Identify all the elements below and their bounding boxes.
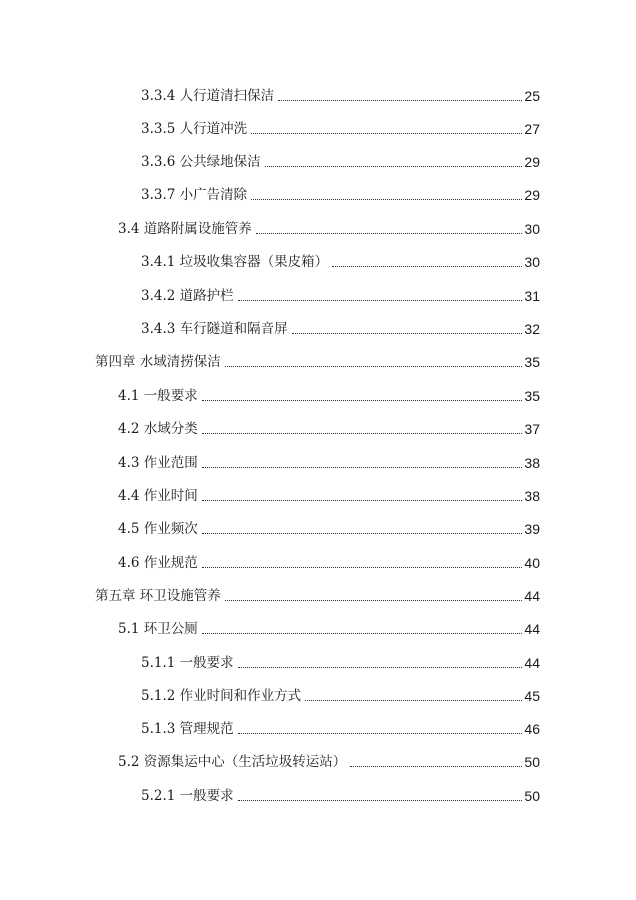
toc-entry-title: 5.1.3 管理规范 xyxy=(141,721,234,737)
toc-leader-dots xyxy=(256,233,523,234)
toc-leader-dots xyxy=(202,567,523,568)
toc-entry-title: 4.1 一般要求 xyxy=(118,388,198,404)
toc-leader-dots xyxy=(202,533,523,534)
toc-entry-page: 35 xyxy=(524,354,540,370)
toc-leader-dots xyxy=(251,133,522,134)
toc-leader-dots xyxy=(332,266,522,267)
toc-entry-title: 3.3.4 人行道清扫保洁 xyxy=(141,88,275,104)
toc-entry-page: 27 xyxy=(524,121,540,137)
toc-entry-title: 5.2 资源集运中心（生活垃圾转运站） xyxy=(118,754,347,770)
toc-entry-page: 30 xyxy=(524,221,540,237)
toc-entry-title: 4.4 作业时间 xyxy=(118,488,198,504)
toc-entry-title: 3.4.2 道路护栏 xyxy=(141,288,234,304)
toc-leader-dots xyxy=(350,766,522,767)
toc-entry-title: 3.4.3 车行隧道和隔音屏 xyxy=(141,321,288,337)
toc-entry-page: 29 xyxy=(524,187,540,203)
toc-entry-page: 35 xyxy=(524,388,540,404)
toc-entry xyxy=(95,349,540,371)
toc-leader-dots xyxy=(202,467,523,468)
toc-entry xyxy=(118,483,540,505)
toc-entry-title: 4.5 作业频次 xyxy=(118,521,198,537)
toc-entry-title: 第四章 水域清捞保洁 xyxy=(95,354,221,370)
toc-leader-dots xyxy=(238,733,523,734)
toc-entry-page: 32 xyxy=(524,321,540,337)
toc-entry-page: 25 xyxy=(524,88,540,104)
toc-entry-title: 5.2.1 一般要求 xyxy=(141,788,234,804)
toc-entry-page: 40 xyxy=(524,555,540,571)
toc-entry xyxy=(118,383,540,405)
toc-entry xyxy=(141,650,540,672)
toc-leader-dots xyxy=(202,400,523,401)
toc-entry-title: 3.3.5 人行道冲洗 xyxy=(141,121,248,137)
toc-entry-page: 50 xyxy=(524,754,540,770)
toc-entry-page: 29 xyxy=(524,154,540,170)
toc-leader-dots xyxy=(225,366,523,367)
toc-entry-title: 4.3 作业范围 xyxy=(118,455,198,471)
toc-entry xyxy=(118,516,540,538)
toc-leader-dots xyxy=(225,600,523,601)
toc-entry xyxy=(141,783,540,805)
toc-entry xyxy=(141,316,540,338)
toc-entry-title: 3.4 道路附属设施管养 xyxy=(118,221,252,237)
toc-entry xyxy=(141,249,540,271)
toc-entry xyxy=(118,450,540,472)
toc-entry-title: 3.3.7 小广告清除 xyxy=(141,187,248,203)
toc-entry-page: 38 xyxy=(524,455,540,471)
toc-entry xyxy=(118,216,540,238)
toc-entry-title: 3.4.1 垃圾收集容器（果皮箱） xyxy=(141,254,329,270)
toc-entry xyxy=(118,416,540,438)
toc-entry-title: 第五章 环卫设施管养 xyxy=(95,588,221,604)
toc-leader-dots xyxy=(202,500,523,501)
toc-entry-page: 37 xyxy=(524,421,540,437)
toc-entry-page: 30 xyxy=(524,254,540,270)
toc-entry xyxy=(141,716,540,738)
toc-entry-title: 3.3.6 公共绿地保洁 xyxy=(141,154,261,170)
toc-entry xyxy=(141,683,540,705)
toc-leader-dots xyxy=(238,667,523,668)
toc-leader-dots xyxy=(202,633,523,634)
toc-entry xyxy=(141,149,540,171)
toc-leader-dots xyxy=(251,199,522,200)
toc-entry-page: 50 xyxy=(524,788,540,804)
toc-entry-page: 45 xyxy=(524,688,540,704)
toc-entry xyxy=(118,616,540,638)
toc-entry xyxy=(95,583,540,605)
toc-leader-dots xyxy=(292,333,523,334)
toc-entry-title: 5.1.2 作业时间和作业方式 xyxy=(141,688,302,704)
toc-leader-dots xyxy=(305,700,522,701)
toc-leader-dots xyxy=(238,300,523,301)
toc-entry-page: 38 xyxy=(524,488,540,504)
toc-entry-title: 5.1 环卫公厕 xyxy=(118,621,198,637)
toc-entry xyxy=(118,550,540,572)
toc-entry-page: 44 xyxy=(524,655,540,671)
toc-entry xyxy=(141,182,540,204)
toc-entry xyxy=(141,116,540,138)
toc-leader-dots xyxy=(238,800,523,801)
toc-entry-page: 31 xyxy=(524,288,540,304)
toc-entry-page: 46 xyxy=(524,721,540,737)
toc-leader-dots xyxy=(265,166,523,167)
toc-entry xyxy=(141,283,540,305)
toc-entry-page: 44 xyxy=(524,621,540,637)
toc-entry-title: 4.2 水域分类 xyxy=(118,421,198,437)
toc-leader-dots xyxy=(278,100,522,101)
toc-entry-title: 5.1.1 一般要求 xyxy=(141,655,234,671)
toc-entry-title: 4.6 作业规范 xyxy=(118,555,198,571)
toc-entry-page: 44 xyxy=(524,588,540,604)
toc-leader-dots xyxy=(202,433,523,434)
toc-entry xyxy=(118,749,540,771)
toc-entry-page: 39 xyxy=(524,521,540,537)
toc-entry xyxy=(141,83,540,105)
